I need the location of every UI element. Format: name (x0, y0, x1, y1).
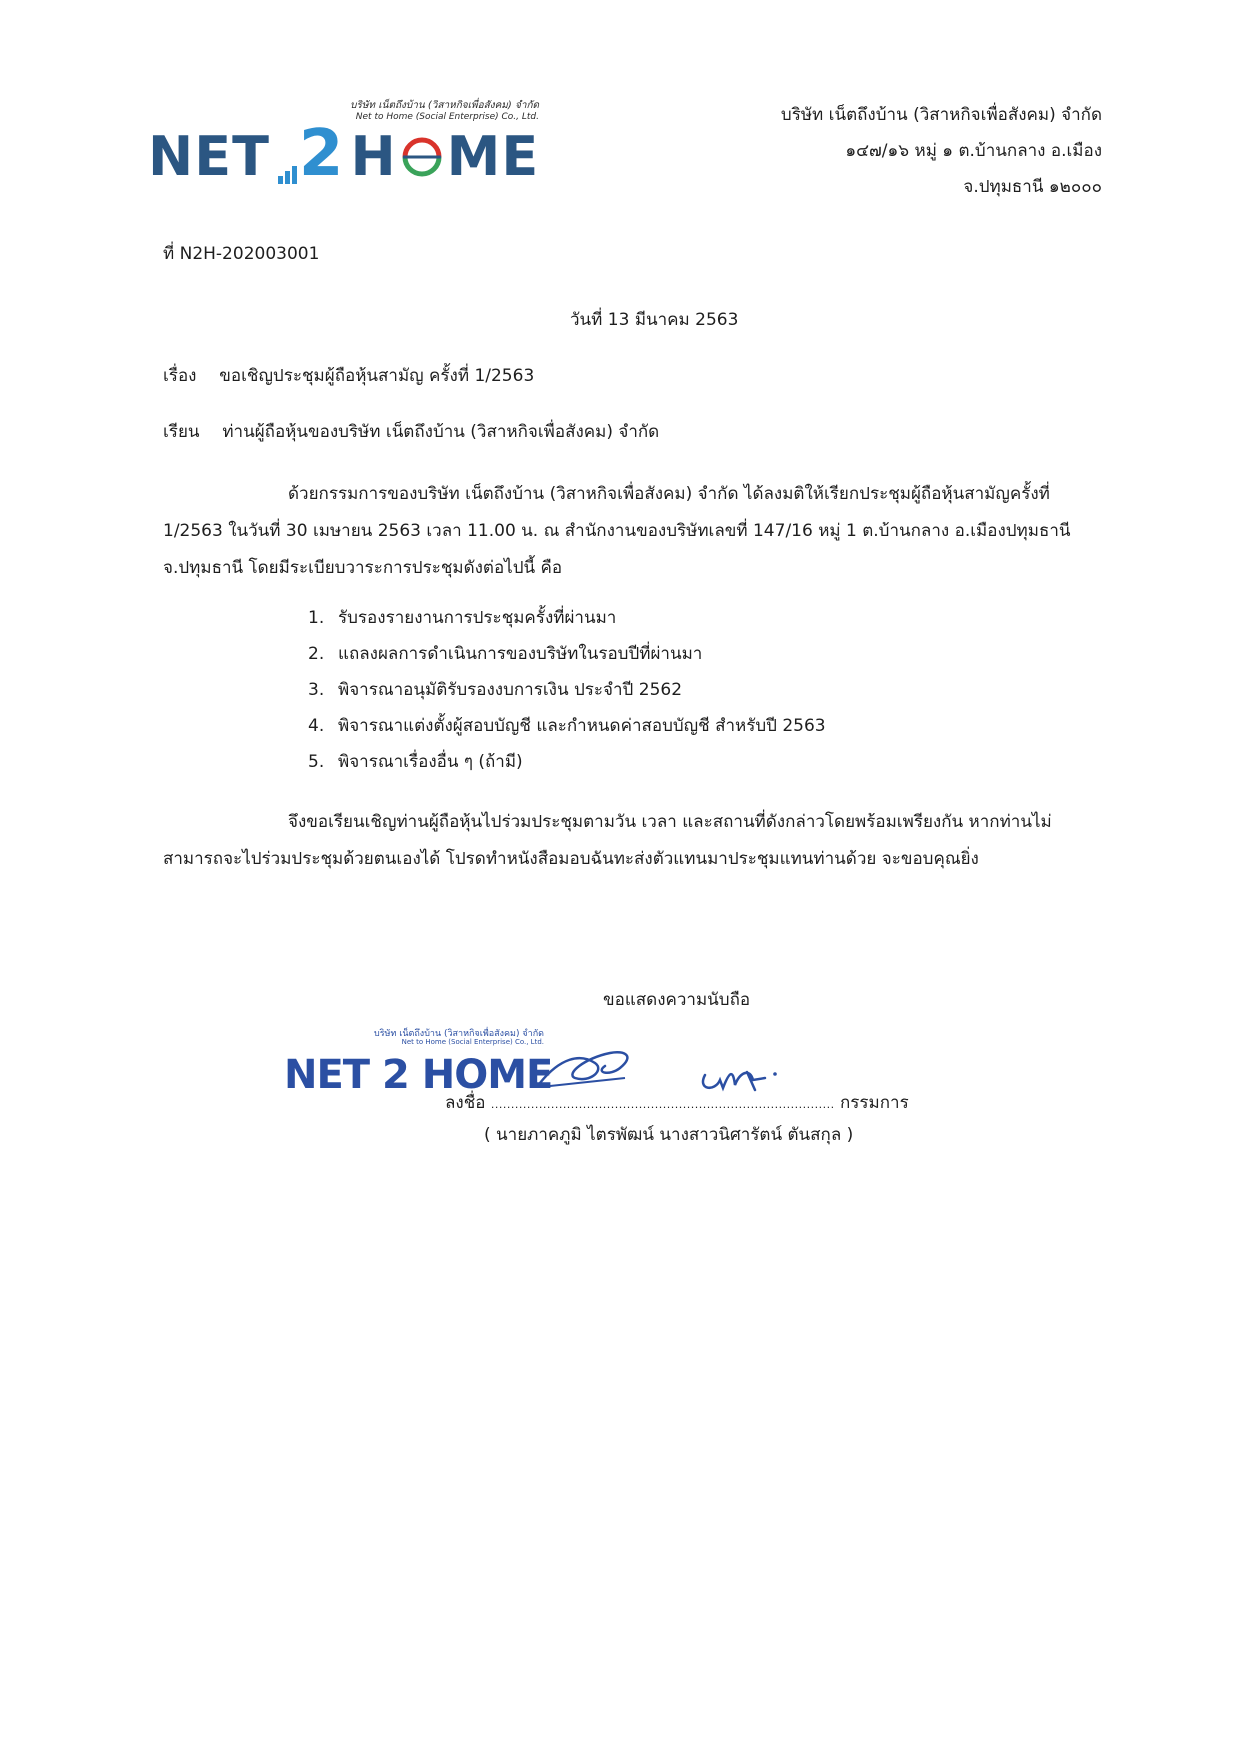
sign-prefix: ลงชื่อ (445, 1093, 486, 1113)
signature-line (445, 1089, 909, 1116)
logo-text-net: NET (148, 125, 270, 188)
address-line-3: จ.ปทุมธานี ๑๒๐๐๐ (963, 177, 1102, 197)
agenda-item: 1. รับรองรายงานการประชุมครั้งที่ผ่านมา (308, 608, 617, 628)
subject-text: ขอเชิญประชุมผู้ถือหุ้นสามัญ ครั้งที่ 1/2563 (219, 366, 535, 386)
closing-text: ขอแสดงความนับถือ (603, 990, 751, 1010)
paragraph-1-line-3: จ.ปทุมธานี โดยมีระเบียบวาระการประชุมดังต่อไปนี้ คือ (163, 558, 563, 578)
logo-tagline-en: Net to Home (Social Enterprise) Co., Ltd. (355, 112, 539, 122)
agenda-item: 4. พิจารณาแต่งตั้งผู้สอบบัญชี และกำหนดค่าสอบบัญชี สำหรับปี 2563 (308, 716, 826, 736)
company-logo (148, 96, 543, 191)
subject-line (163, 366, 534, 386)
addressee-label: เรียน (163, 422, 200, 442)
agenda-item: 5. พิจารณาเรื่องอื่น ๆ (ถ้ามี) (308, 752, 523, 772)
stamp-tagline-en: Net to Home (Social Enterprise) Co., Ltd. (401, 1038, 544, 1046)
logo-text-digit: 2 (298, 117, 345, 191)
stamp-tagline-th: บริษัท เน็ตถึงบ้าน (วิสาหกิจเพื่อสังคม) จำกัด (374, 1029, 544, 1039)
addressee-line (163, 422, 659, 442)
address-line-1: บริษัท เน็ตถึงบ้าน (วิสาหกิจเพื่อสังคม) จำกัด (780, 105, 1102, 125)
signal-bars-icon (278, 144, 299, 184)
agenda-item: 2. แถลงผลการดำเนินการของบริษัทในรอบปีที่ผ่านมา (308, 644, 703, 664)
sign-title: กรรมการ (840, 1093, 909, 1113)
stamp-wordmark: NET 2 HOME (284, 1052, 553, 1098)
subject-label: เรื่อง (163, 366, 197, 386)
logo-tagline-th: บริษัท เน็ตถึงบ้าน (วิสาหกิจเพื่อสังคม) จำกัด (350, 100, 539, 111)
paragraph-1-line-2: 1/2563 ในวันที่ 30 เมษายน 2563 เวลา 11.00 น. ณ สำนักงานของบริษัทเลขที่ 147/16 หมู่ 1 ต.บ้านกลาง อ.เมืองปทุมธานี (163, 521, 1071, 541)
agenda-item: 3. พิจารณาอนุมัติรับรองงบการเงิน ประจำปี 2562 (308, 680, 683, 700)
signatory-names: ( นายภาคภูมิ ไตรพัฒน์ นางสาวนิศารัตน์ ตันสกุล ) (484, 1125, 854, 1145)
agenda-list (308, 600, 826, 780)
paragraph-1-line-1: ด้วยกรรมการของบริษัท เน็ตถึงบ้าน (วิสาหกิจเพื่อสังคม) จำกัด ได้ลงมติให้เรียกประชุมผู้ถือหุ้นสามัญครั้งที่ (288, 484, 1050, 504)
body-paragraph-1 (163, 476, 1093, 587)
body-paragraph-2 (163, 804, 1093, 878)
logo-text-home: H ME (350, 125, 540, 188)
addressee-text: ท่านผู้ถือหุ้นของบริษัท เน็ตถึงบ้าน (วิสาหกิจเพื่อสังคม) จำกัด (222, 422, 660, 442)
logo-o-ring-icon (399, 134, 445, 180)
company-address (682, 97, 1102, 205)
address-line-2: ๑๔๗/๑๖ หมู่ ๑ ต.บ้านกลาง อ.เมือง (845, 141, 1102, 161)
sign-dots: ...................................................................................... (490, 1098, 835, 1111)
paragraph-2-line-2: สามารถจะไปร่วมประชุมด้วยตนเองได้ โปรดทำหนังสือมอบฉันทะส่งตัวแทนมาประชุมแทนท่านด้วย จะขอบคุณยิ่ง (163, 849, 979, 869)
document-date: วันที่ 13 มีนาคม 2563 (570, 310, 739, 330)
paragraph-2-line-1: จึงขอเรียนเชิญท่านผู้ถือหุ้นไปร่วมประชุมตามวัน เวลา และสถานที่ดังกล่าวโดยพร้อมเพรียงกัน หากท่านไม่ (288, 812, 1052, 832)
document-ref: ที่ N2H-202003001 (163, 244, 320, 264)
